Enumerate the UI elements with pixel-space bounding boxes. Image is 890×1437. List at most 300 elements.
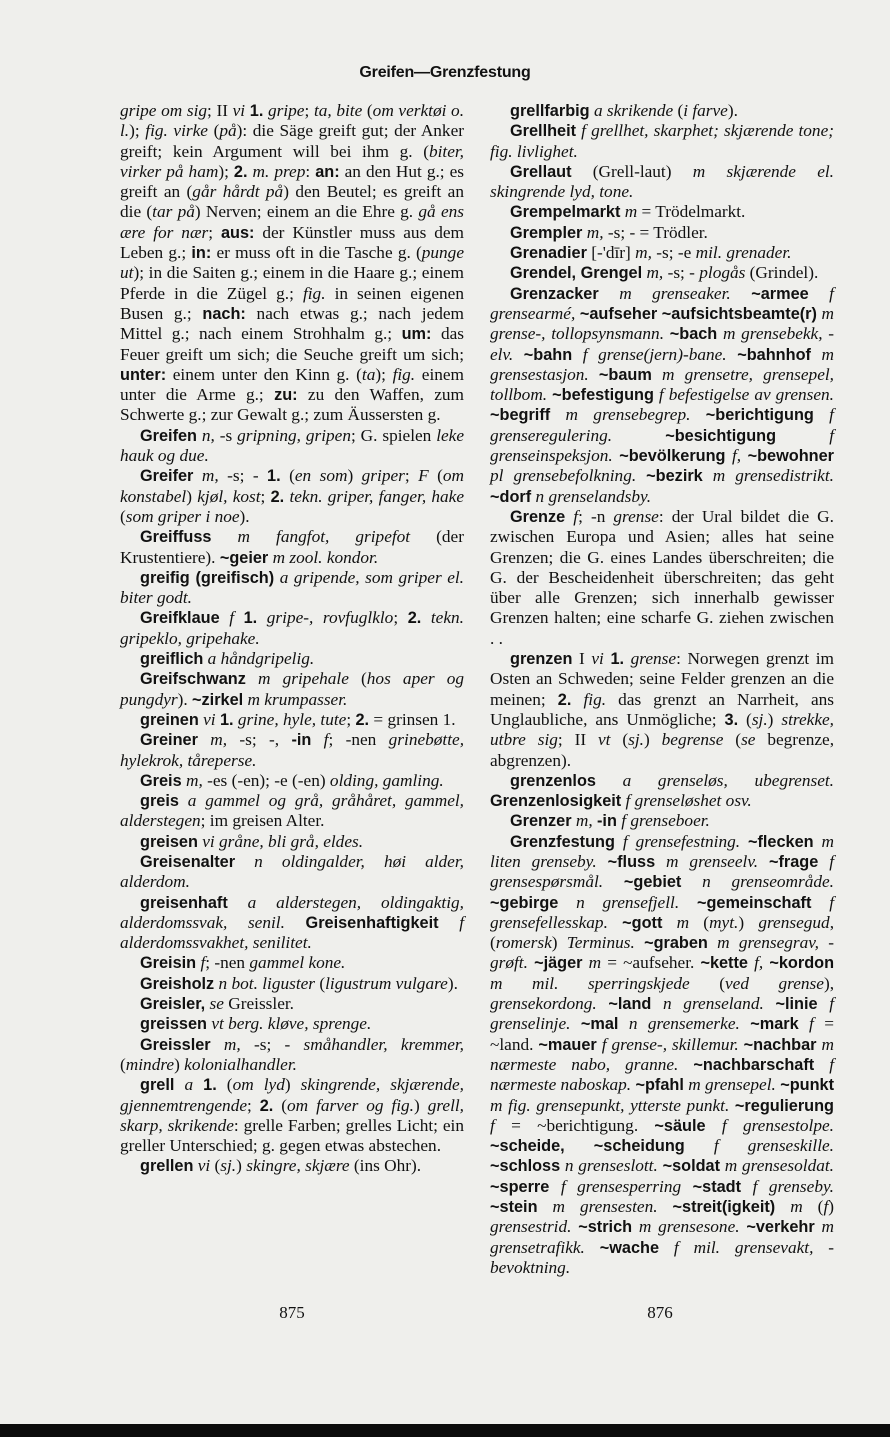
entry-text xyxy=(740,832,748,851)
bold-marker: ~bahnhof xyxy=(737,345,811,364)
translation-text: ta xyxy=(361,364,376,384)
entry-text: ) xyxy=(644,730,662,750)
headword: Greisenalter xyxy=(140,852,236,871)
translation-text: f grensespørsmål. xyxy=(490,851,834,892)
running-header: Greifen—Grenzfestung xyxy=(359,64,531,81)
entry-text: ( xyxy=(348,669,367,689)
translation-text: a skrikende xyxy=(593,101,674,120)
entry-text: ) xyxy=(551,933,567,953)
entry-text xyxy=(572,345,583,364)
bold-marker: ~säule xyxy=(654,1116,706,1135)
entry-text xyxy=(652,365,662,384)
bold-marker: ~pfahl xyxy=(635,1076,684,1095)
headword: Greissler xyxy=(140,1035,211,1054)
translation-text: mindre xyxy=(125,1054,175,1074)
translation-text: m grensepel. xyxy=(688,1075,776,1095)
translation-text: vt berg. kløve, sprenge. xyxy=(211,1014,372,1034)
entry-text xyxy=(608,913,622,932)
dictionary-entry xyxy=(490,202,834,222)
translation-text: m, xyxy=(646,263,664,283)
dictionary-entry xyxy=(490,243,834,263)
translation-text: begrense xyxy=(661,730,724,750)
bold-marker: unter: xyxy=(120,365,167,384)
translation-text: f xyxy=(573,506,579,526)
translation-text: m xyxy=(588,953,602,973)
bold-marker: ~bezirk xyxy=(646,467,703,486)
entry-text: ; xyxy=(247,1095,260,1115)
entry-text: -s; - xyxy=(218,466,268,486)
entry-text: -s; -e xyxy=(651,243,696,263)
dictionary-entry xyxy=(490,507,834,649)
entry-text: -s; - = Trödler. xyxy=(603,222,708,242)
bold-marker: ~baum xyxy=(598,365,652,384)
dictionary-entry xyxy=(490,811,834,831)
dictionary-entry xyxy=(120,608,464,649)
bold-marker: -in xyxy=(597,812,617,831)
entry-text xyxy=(597,994,609,1013)
translation-text: grine, hyle, tute xyxy=(237,709,347,729)
bold-marker: -in xyxy=(291,731,312,750)
translation-text: om verktøi o. l. xyxy=(120,101,465,141)
translation-text: m, xyxy=(586,222,604,242)
translation-text: a håndgripelig. xyxy=(207,649,315,669)
translation-text: m grensetre, grensepel, tollbom. xyxy=(490,364,834,405)
bold-marker: 1. xyxy=(203,1076,217,1095)
dictionary-entry xyxy=(490,121,834,162)
translation-text: skingrende, skjærende, gjennemtrengende xyxy=(120,1075,464,1115)
translation-text: f xyxy=(490,1115,495,1135)
translation-text: fig. xyxy=(302,283,326,303)
dictionary-entry xyxy=(120,974,464,994)
entry-text xyxy=(198,730,210,749)
translation-text: m grensesten. xyxy=(552,1197,658,1217)
bold-marker: ~streit(igkeit) xyxy=(672,1198,776,1217)
entry-text xyxy=(678,1055,693,1074)
entry-text xyxy=(776,426,829,445)
entry-text xyxy=(690,405,705,424)
bold-marker: ~mal xyxy=(580,1015,619,1034)
entry-text xyxy=(703,466,713,485)
entry-text xyxy=(814,832,822,851)
headword: Grempler xyxy=(510,223,583,242)
entry-text: ( xyxy=(210,1156,221,1176)
translation-text: gripe xyxy=(268,101,305,120)
translation-text: m grensetrafikk. xyxy=(490,1217,834,1257)
translation-text: f xyxy=(323,730,329,750)
translation-text: n grensemerke. xyxy=(628,1014,740,1034)
entry-text xyxy=(811,345,822,364)
dictionary-entry xyxy=(490,832,834,1279)
bold-marker: ~linie xyxy=(775,995,818,1014)
entry-text: ): die Säge greift gut; der Anker greift; kein Argument will bei ihm g. ( xyxy=(120,121,465,161)
translation-text: f grenseskille. xyxy=(713,1136,834,1156)
bold-marker: 1. xyxy=(219,710,234,729)
translation-text: småhandler, kremmer, xyxy=(303,1034,465,1054)
bold-marker: 1. xyxy=(249,102,264,120)
entry-text xyxy=(632,1217,639,1236)
dictionary-entry xyxy=(120,1014,464,1034)
translation-text: går hårdt på xyxy=(192,182,284,202)
entry-text: ), xyxy=(823,973,835,993)
translation-text: se xyxy=(741,730,756,750)
entry-text: (der Krustentiere). xyxy=(120,527,464,567)
entry-text xyxy=(814,1055,829,1074)
entry-text: : Norwegen grenzt im Osten an Schweden; seine Felder grenzen an die meinen; xyxy=(490,649,834,709)
translation-text: m skjærende el. skingrende lyd, tone. xyxy=(490,161,835,202)
entry-text xyxy=(655,852,666,871)
bold-marker: ~jäger xyxy=(534,954,583,973)
translation-text: punge ut xyxy=(120,243,464,283)
translation-text: fig. xyxy=(392,364,416,384)
entry-text xyxy=(706,1116,722,1135)
translation-text: n bot. liguster xyxy=(218,973,316,993)
bold-marker: an: xyxy=(315,162,340,181)
entry-text xyxy=(596,771,623,790)
entry-text: einem unter den Kinn g. ( xyxy=(166,364,362,384)
entry-text: ; xyxy=(346,709,356,729)
translation-text: gripning, gripen xyxy=(237,425,351,445)
entry-text xyxy=(662,913,676,932)
translation-text: F xyxy=(418,466,429,486)
translation-text: hos aper og pungdyr xyxy=(120,669,465,709)
bold-marker: ~frage xyxy=(768,852,819,871)
dictionary-entry xyxy=(120,649,464,669)
headword: Grenzenlosigkeit xyxy=(490,792,622,811)
translation-text: m, xyxy=(635,243,652,263)
entry-text: -s; -, xyxy=(227,730,292,750)
entry-text: ; G. spielen xyxy=(350,425,437,445)
entry-text xyxy=(235,852,254,871)
translation-text: skingre, skjære xyxy=(246,1156,350,1176)
entry-text: ) xyxy=(174,1054,185,1074)
translation-text: a gripende, som griper el. biter godt. xyxy=(120,567,464,608)
dictionary-entry xyxy=(120,101,464,426)
headword: Greifen xyxy=(140,426,198,445)
headword: grenzen xyxy=(510,650,573,669)
translation-text: olding, gamling. xyxy=(329,770,444,790)
entry-text: ( xyxy=(673,101,684,120)
entry-text xyxy=(234,608,244,627)
entry-text: -s; - xyxy=(240,1034,304,1054)
bold-marker: ~land xyxy=(608,995,652,1014)
entry-text: = Trödelmarkt. xyxy=(637,202,746,222)
headword: Greiffuss xyxy=(140,528,212,547)
entry-text xyxy=(597,852,608,871)
translation-text: f grenseregulering. xyxy=(490,405,834,445)
entry-text: = grinsen 1. xyxy=(369,709,456,729)
bold-marker: ~kette xyxy=(700,954,748,973)
translation-text: m grense-, tollopsynsmann. xyxy=(490,303,834,344)
translation-text: f grenseboer. xyxy=(621,811,710,831)
entry-text: ( xyxy=(216,1075,233,1095)
entry-text xyxy=(193,466,201,485)
translation-text: f, xyxy=(754,953,764,973)
translation-text: m grensedistrikt. xyxy=(712,466,834,486)
entry-text xyxy=(558,893,576,912)
translation-text: m grenseelv. xyxy=(666,851,759,871)
translation-text: m mil. sperringskjede xyxy=(490,973,690,993)
translation-text: m xyxy=(790,1197,803,1217)
entry-text: ( xyxy=(273,1095,288,1115)
translation-text: kjøl, kost xyxy=(197,486,261,506)
entry-text xyxy=(685,1136,714,1155)
entry-text xyxy=(513,345,524,364)
headword: grellen xyxy=(140,1157,194,1176)
entry-text: : grelle Farben; grelles Licht; ein greller Unterschied; g. gegen etwas abstechen. xyxy=(120,1115,464,1156)
bold-marker: ~gott xyxy=(622,913,663,932)
entry-text: ; -nen xyxy=(328,730,389,750)
headword: Grellheit xyxy=(510,122,577,141)
entry-text: ( xyxy=(362,101,373,120)
headword: Grenadier xyxy=(510,244,587,263)
headword: greissen xyxy=(140,1015,207,1034)
entry-text: an den Hut g.; es greift an ( xyxy=(120,161,464,202)
entry-text xyxy=(740,1014,750,1033)
headword: Grenzacker xyxy=(510,284,599,303)
entry-text xyxy=(811,893,829,912)
translation-text: griper xyxy=(361,466,405,486)
translation-text: tekn. gripeklo, gripehake. xyxy=(120,608,464,648)
dictionary-entry xyxy=(120,1035,464,1076)
entry-text: = ~aufseher. xyxy=(601,953,701,973)
bold-marker: ~scheidung xyxy=(593,1137,685,1156)
translation-text: sj. xyxy=(628,730,644,750)
entry-text xyxy=(799,1014,809,1033)
dictionary-entry xyxy=(120,568,464,609)
headword: greisenhaft xyxy=(140,893,228,912)
entry-text xyxy=(814,405,829,424)
headword: greinen xyxy=(140,710,199,729)
entry-text xyxy=(565,1136,594,1155)
translation-text: m grensesone. xyxy=(638,1217,740,1237)
left-column xyxy=(120,101,464,1177)
entry-text xyxy=(612,426,665,445)
translation-text: vi xyxy=(232,101,246,120)
entry-text: ( xyxy=(689,973,725,993)
bold-marker: ~fluss xyxy=(607,852,656,871)
bold-marker: ~bahn xyxy=(523,345,573,364)
headword: Grenzer xyxy=(510,812,572,831)
translation-text: gripe om sig xyxy=(120,101,208,120)
translation-text: a grenseløs, ubegrenset. xyxy=(622,770,835,790)
translation-text: i farve xyxy=(683,101,728,120)
entry-text: ) den Beutel; es greift an die ( xyxy=(120,182,464,222)
bold-marker: in: xyxy=(191,244,212,263)
translation-text: m gripehale xyxy=(258,669,349,689)
entry-text: in seinen eigenen Busen g.; xyxy=(120,283,464,323)
entry-text xyxy=(624,649,631,668)
entry-text: ( xyxy=(280,466,295,486)
translation-text: f grensearmé, xyxy=(490,283,834,323)
headword: Grenzfestung xyxy=(510,832,615,851)
entry-text xyxy=(636,466,646,485)
entry-text: Greissler. xyxy=(223,994,294,1014)
translation-text: f, xyxy=(731,446,742,466)
translation-text: a gammel og grå, gråhåret, gammel, alderstegen xyxy=(120,791,464,831)
entry-text xyxy=(585,1238,600,1257)
dictionary-entry xyxy=(120,994,464,1014)
entry-text: -s; - xyxy=(663,263,700,283)
bold-marker: 1. xyxy=(267,467,281,486)
translation-text: fig. xyxy=(583,689,607,709)
translation-text: m, xyxy=(575,811,593,831)
translation-text: grell, skarp, skrikende xyxy=(120,1095,465,1135)
bold-marker: ~aufsichtsbeamte(r) xyxy=(661,304,817,323)
entry-text xyxy=(818,852,829,871)
translation-text: m. prep xyxy=(252,161,306,181)
page-number-right: 876 xyxy=(647,1303,673,1322)
translation-text: m liten grenseby. xyxy=(490,831,834,871)
translation-text: f xyxy=(823,1197,829,1217)
translation-text: f xyxy=(229,608,235,628)
entry-text: er muss oft in die Tasche g. ( xyxy=(211,243,422,263)
entry-text: : xyxy=(305,161,316,181)
right-column xyxy=(490,101,834,1278)
translation-text: kolonialhandler. xyxy=(184,1054,297,1074)
translation-text: a alderstegen, oldingaktig, alderdomssvak, senil. xyxy=(120,892,464,932)
translation-text: f nærmeste naboskap. xyxy=(490,1054,835,1095)
bold-marker: ~strich xyxy=(578,1218,633,1237)
page-number-left: 875 xyxy=(279,1303,305,1322)
translation-text: f grensestolpe. xyxy=(721,1115,834,1135)
entry-text xyxy=(211,527,237,546)
entry-text: ); xyxy=(218,161,234,181)
bold-marker: 2. xyxy=(355,710,370,729)
translation-text: m grensebekk, -elv. xyxy=(490,324,834,364)
entry-text: ; im greisen Alter. xyxy=(200,811,325,831)
headword: Greisler, xyxy=(140,995,206,1014)
entry-text: ( xyxy=(723,730,742,750)
headword: greisen xyxy=(140,832,198,851)
headword: Greifer xyxy=(140,467,194,486)
headword: Grenze xyxy=(510,507,566,526)
dictionary-entry xyxy=(120,426,464,467)
entry-text: ; II xyxy=(557,730,598,750)
bold-marker: ~gemeinschaft xyxy=(696,893,812,912)
entry-text xyxy=(679,893,697,912)
entry-text: -s xyxy=(214,425,238,445)
bold-marker: ~soldat xyxy=(662,1157,721,1176)
translation-text: m zool. kondor. xyxy=(272,547,379,567)
dictionary-entry xyxy=(120,1156,464,1176)
translation-text: n grenseslott. xyxy=(564,1156,658,1176)
entry-text xyxy=(618,1014,628,1033)
translation-text: Terminus. xyxy=(566,933,635,953)
entry-text: ) xyxy=(347,466,362,486)
entry-text: ; xyxy=(393,608,408,628)
dictionary-entry xyxy=(490,649,834,771)
dictionary-entry xyxy=(120,953,464,973)
bold-marker: ~aufseher xyxy=(579,304,658,323)
dictionary-entry xyxy=(120,527,464,568)
scan-bottom-edge xyxy=(0,1424,890,1437)
translation-text: f grense(jern)-bane. xyxy=(582,344,727,364)
translation-text: n grenselandsby. xyxy=(535,486,652,506)
translation-text: n grenseland. xyxy=(663,994,764,1014)
bold-marker: ~mark xyxy=(750,1015,799,1034)
translation-text: m xyxy=(624,202,638,222)
entry-text xyxy=(658,1197,673,1216)
dictionary-entry xyxy=(490,162,834,203)
translation-text: m grenseaker. xyxy=(619,283,731,303)
bold-marker: 2. xyxy=(557,690,572,709)
dictionary-entry xyxy=(120,1075,464,1156)
entry-text xyxy=(174,1075,184,1094)
entry-text xyxy=(727,345,738,364)
bold-marker: ~dorf xyxy=(490,487,532,506)
entry-text: ; xyxy=(304,101,314,120)
translation-text: m krumpasser. xyxy=(247,689,348,709)
dictionary-entry xyxy=(120,669,464,710)
translation-text: fig. virke xyxy=(145,121,208,141)
entry-text: ) xyxy=(414,1095,428,1115)
entry-text: ) xyxy=(284,1075,301,1095)
entry-text: I xyxy=(572,649,592,669)
translation-text: m, xyxy=(201,466,219,486)
bold-marker: 2. xyxy=(259,1096,274,1115)
bold-marker: 3. xyxy=(724,710,739,729)
entry-text xyxy=(681,872,702,891)
bold-marker: ~berichtigung xyxy=(705,406,814,425)
entry-text: ; xyxy=(208,222,221,242)
headword: Greisenhaftigkeit xyxy=(305,913,439,932)
entry-text: (Grell-laut) xyxy=(571,161,693,181)
translation-text: f alderdomssvakhet, senilitet. xyxy=(120,912,464,953)
dictionary-entry xyxy=(490,284,834,507)
headword: Grellaut xyxy=(510,162,572,181)
translation-text: romersk xyxy=(495,933,552,953)
entry-text: ( xyxy=(802,1197,824,1217)
translation-text: mil. grenader. xyxy=(695,243,792,263)
translation-text: gammel kone. xyxy=(249,953,346,973)
entry-text xyxy=(549,1177,561,1196)
entry-text: ( xyxy=(689,912,710,932)
entry-text: ; II xyxy=(207,101,233,120)
translation-text: ved grense xyxy=(724,973,824,993)
translation-text: ta, bite xyxy=(313,101,363,120)
bold-marker: zu: xyxy=(274,386,298,405)
bold-marker: ~bevölkerung xyxy=(619,447,726,466)
entry-text: das grenzt an Narrheit, ans Unglaubliche, ans Unmögliche; xyxy=(490,689,834,729)
dictionary-entry xyxy=(120,771,464,791)
dictionary-entry xyxy=(120,466,464,527)
headword: greiflich xyxy=(140,650,204,669)
entry-text: ) xyxy=(767,709,782,729)
bold-marker: ~graben xyxy=(644,934,708,953)
entry-text: das Feuer greift um sich; die Seuche greift um sich; xyxy=(120,324,464,364)
dictionary-entry xyxy=(120,791,464,832)
entry-text xyxy=(741,1177,753,1196)
entry-text xyxy=(257,608,267,627)
translation-text: sj. xyxy=(220,1156,237,1176)
entry-text xyxy=(809,284,829,303)
entry-text: ; xyxy=(260,486,271,506)
headword: Greis xyxy=(140,771,182,790)
entry-text xyxy=(615,832,623,851)
bold-marker: ~stein xyxy=(490,1198,538,1217)
translation-text: grinebøtte, hylekrok, tåreperse. xyxy=(120,730,465,770)
entry-text: ) xyxy=(186,486,198,506)
entry-text: ); xyxy=(129,121,146,141)
entry-text: ( xyxy=(610,730,629,750)
bold-marker: ~gebiet xyxy=(623,873,682,892)
translation-text: f mil. grensevakt, -bevoktning. xyxy=(490,1237,835,1277)
translation-text: m, xyxy=(210,730,228,750)
entry-text xyxy=(651,994,663,1013)
entry-text: = ~berichtigung. xyxy=(494,1115,655,1135)
bold-marker: ~regulierung xyxy=(734,1096,834,1115)
entry-text: ); in die Saiten g.; einem in die Haare g.; einem Pferde in die Zügel g.; xyxy=(120,263,464,303)
